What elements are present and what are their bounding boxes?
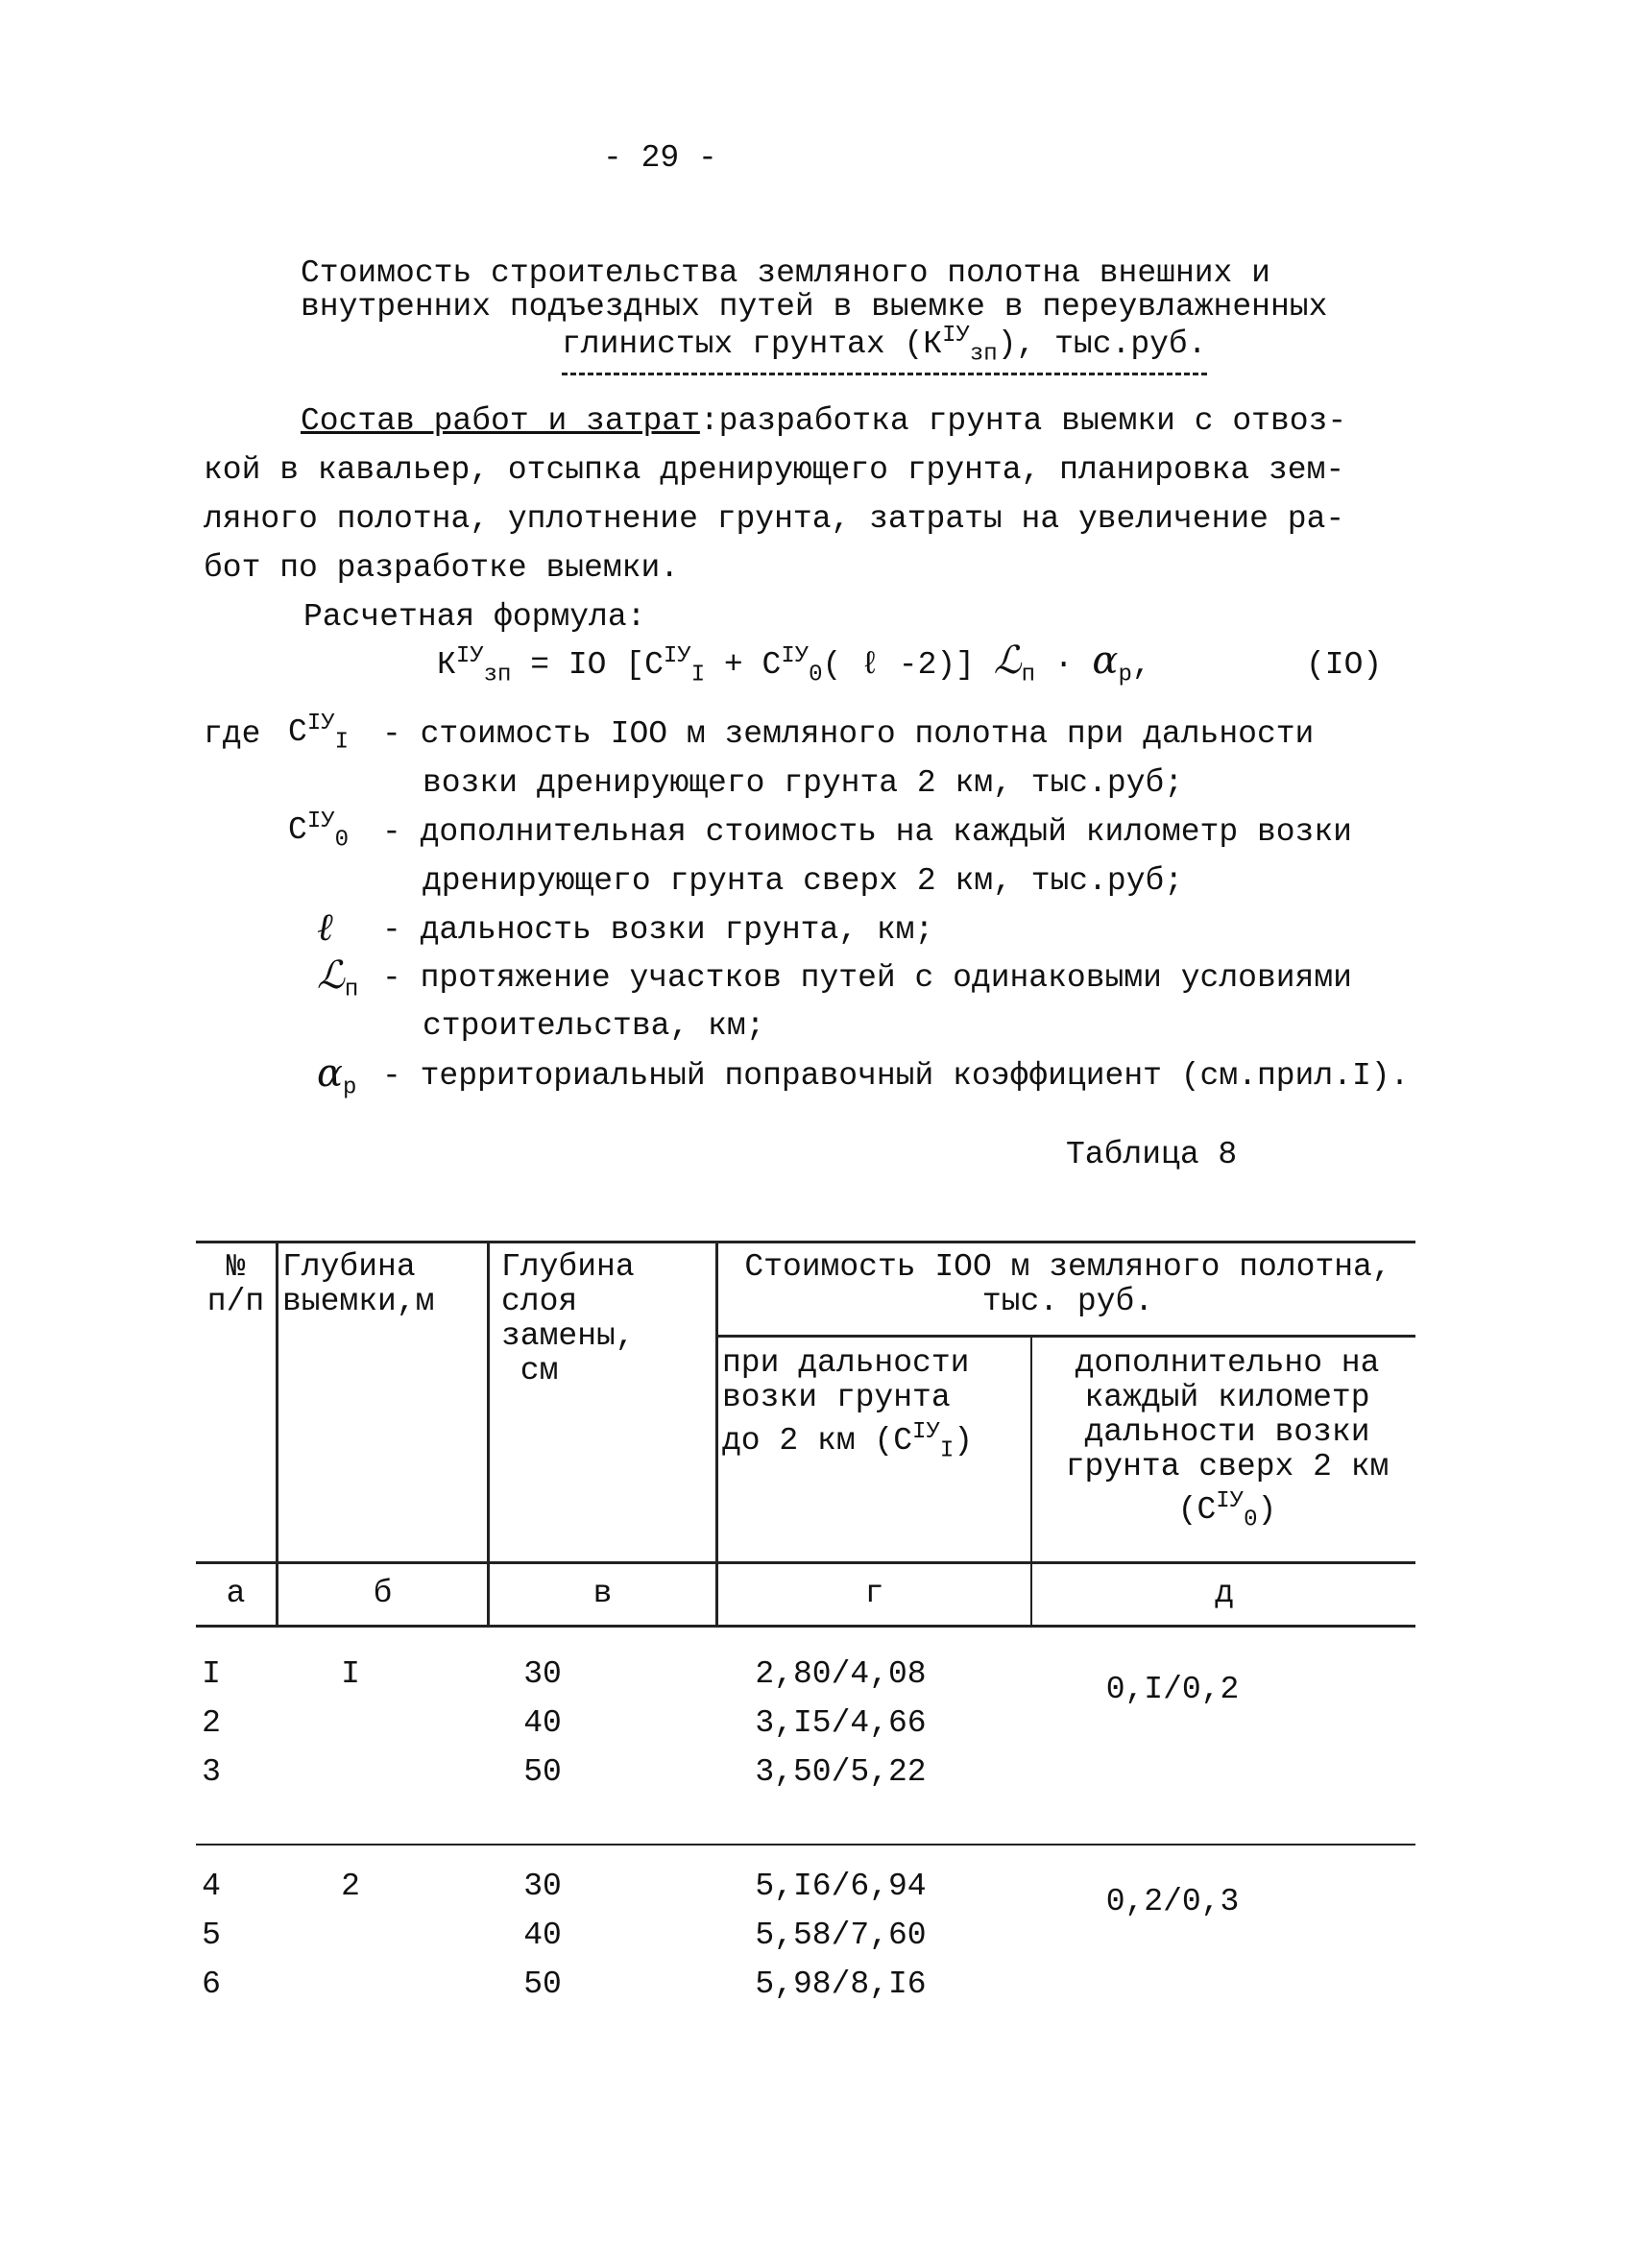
cell-cost-base: 5,I6/6,94 — [755, 1869, 927, 1904]
title-text: ), тыс.руб. — [997, 326, 1207, 362]
formula-number: (IO) — [1306, 647, 1383, 683]
table-rule — [715, 1241, 718, 1627]
table-caption: Таблица 8 — [1066, 1137, 1238, 1172]
header-cost-base — [722, 1346, 973, 1469]
table-rule — [196, 1561, 1415, 1564]
header-text: Глубина — [282, 1249, 416, 1285]
table-rule — [196, 1844, 1415, 1846]
definition-symbol — [317, 1051, 357, 1101]
title-line: Стоимость строительства земляного полотна внешних и — [301, 255, 1270, 291]
symbol-sup: IУ — [306, 808, 335, 834]
table-rule — [1030, 1335, 1032, 1627]
cell-cost-base: 5,58/7,60 — [755, 1918, 927, 1953]
formula-part: р — [1118, 662, 1132, 688]
header-text: п/п — [206, 1284, 265, 1319]
definition-symbol — [288, 712, 349, 755]
where-label: где — [204, 716, 261, 752]
header-text: каждый километр — [1084, 1380, 1370, 1415]
header-cost-extra — [1039, 1346, 1415, 1538]
header-cost — [720, 1250, 1415, 1319]
table-rule — [715, 1335, 1415, 1338]
header-sup: IУ — [1216, 1488, 1245, 1514]
definition-text: - дополнительная стоимость на каждый километр возки — [382, 814, 1352, 850]
header-text: Стоимость IOO м земляного полотна, — [744, 1249, 1391, 1285]
definition-symbol — [317, 905, 333, 950]
symbol-sup: IУ — [306, 711, 335, 736]
cell-num: 5 — [202, 1918, 221, 1953]
header-depth — [282, 1250, 434, 1319]
header-text: дальности возки — [1084, 1414, 1370, 1450]
formula-part: IУ — [455, 643, 484, 669]
formula-part: зп — [483, 662, 512, 688]
cell-num: 6 — [202, 1966, 221, 2002]
column-letter: г — [864, 1576, 884, 1611]
cell-num: 3 — [202, 1754, 221, 1790]
header-text: выемки,м — [282, 1284, 435, 1319]
table-rule — [487, 1241, 490, 1627]
symbol: ℓ — [317, 905, 333, 950]
header-num — [196, 1250, 276, 1319]
formula-part: ( ℓ -2)] — [822, 647, 994, 683]
cell-layer: 50 — [523, 1754, 562, 1790]
table-rule — [196, 1625, 1415, 1628]
column-letter: а — [226, 1576, 246, 1611]
page-number: - 29 - — [603, 140, 717, 176]
cell-cost-base: 3,50/5,22 — [755, 1754, 927, 1790]
definition-text: дренирующего грунта сверх 2 км, тыс.руб; — [423, 863, 1184, 899]
symbol-sub: I — [334, 729, 350, 756]
definition-text: - стоимость IOO м земляного полотна при дальности — [382, 716, 1315, 752]
definition-text: возки дренирующего грунта 2 км, тыс.руб; — [423, 765, 1184, 801]
header-layer — [501, 1250, 635, 1388]
column-letter: в — [592, 1576, 613, 1611]
header-text: см — [501, 1353, 559, 1388]
formula-part: К — [437, 647, 456, 683]
cell-layer: 50 — [523, 1966, 562, 2002]
formula-part: С — [644, 647, 664, 683]
cell-layer: 40 — [523, 1705, 562, 1741]
symbol: С — [288, 812, 307, 848]
header-sub: I — [939, 1437, 955, 1464]
composition-text: :разработка грунта выемки с отвоз- — [699, 403, 1347, 439]
header-text: ) — [1257, 1492, 1277, 1528]
column-letter: д — [1215, 1576, 1234, 1611]
cell-num: 2 — [202, 1705, 221, 1741]
definition-text: - территориальный поправочный коэффициент (см.прил.I). — [382, 1058, 1410, 1094]
table-rule — [196, 1241, 1415, 1243]
cell-cost-base: 3,I5/4,66 — [755, 1705, 927, 1741]
symbol: ℒ — [317, 953, 345, 998]
definition-text: - дальность возки грунта, км; — [382, 912, 934, 948]
header-sub: 0 — [1244, 1507, 1258, 1533]
formula-part: , — [1131, 647, 1151, 683]
composition-text: бот по разработке выемки. — [204, 550, 680, 586]
header-text: № — [226, 1249, 246, 1285]
symbol: С — [288, 714, 307, 750]
formula-part: α — [1092, 639, 1119, 683]
cell-depth: I — [341, 1656, 360, 1692]
definition-symbol — [317, 953, 359, 1003]
formula-part: С — [762, 647, 782, 683]
cell-depth: 2 — [341, 1869, 360, 1904]
header-text: (С — [1177, 1492, 1217, 1528]
title-line — [562, 325, 1207, 375]
formula-label: Расчетная формула: — [303, 599, 646, 635]
formula-part: IУ — [781, 643, 810, 669]
header-text: дополнительно на — [1075, 1345, 1380, 1381]
cell-num: I — [202, 1656, 221, 1692]
definition-text: - протяжение участков путей с одинаковыми условиями — [382, 960, 1352, 996]
title-text: глинистых грунтах (К — [562, 326, 943, 362]
definition-symbol — [288, 810, 349, 853]
column-letter: б — [373, 1576, 393, 1611]
formula-part: п — [1021, 662, 1035, 688]
cell-layer: 30 — [523, 1656, 562, 1692]
header-text: ) — [954, 1423, 974, 1459]
definition-text: строительства, км; — [423, 1008, 765, 1044]
symbol-sub: п — [344, 977, 359, 1003]
cell-cost-extra: 0,2/0,3 — [1105, 1884, 1240, 1919]
formula — [437, 641, 1151, 688]
header-sup: IУ — [912, 1419, 940, 1445]
header-text: тыс. руб. — [981, 1284, 1154, 1319]
symbol-sub: 0 — [334, 827, 350, 854]
cell-cost-base: 2,80/4,08 — [755, 1656, 927, 1692]
header-text: грунта сверх 2 км — [1065, 1449, 1390, 1484]
title-sup: IУ — [942, 323, 970, 349]
formula-part: IУ — [663, 643, 691, 669]
cell-layer: 30 — [523, 1869, 562, 1904]
formula-part: 0 — [809, 662, 823, 688]
header-text: при дальности — [722, 1345, 970, 1381]
formula-part: = IO [ — [511, 647, 645, 683]
composition-text: ляного полотна, уплотнение грунта, затраты на увеличение ра- — [204, 501, 1345, 537]
formula-part: · — [1035, 647, 1093, 683]
header-text: слоя — [501, 1284, 578, 1319]
cell-cost-base: 5,98/8,I6 — [755, 1966, 927, 2002]
cell-cost-extra: 0,I/0,2 — [1105, 1672, 1240, 1707]
formula-part: I — [690, 662, 706, 688]
header-text: возки грунта — [722, 1380, 951, 1415]
composition-label: Состав работ и затрат — [301, 403, 700, 439]
cell-layer: 40 — [523, 1918, 562, 1953]
header-text: замены, — [501, 1318, 635, 1354]
title-line: внутренних подъездных путей в выемке в переувлажненных — [301, 289, 1328, 325]
cell-num: 4 — [202, 1869, 221, 1904]
header-text: до 2 км (С — [722, 1423, 913, 1459]
symbol-sub: р — [343, 1074, 357, 1101]
formula-part: ℒ — [993, 639, 1022, 683]
title-sub: зп — [969, 341, 998, 368]
symbol: α — [317, 1051, 344, 1096]
table-rule — [276, 1241, 278, 1627]
formula-part: + — [705, 647, 762, 683]
composition-text: кой в кавальер, отсыпка дренирующего грунта, планировка зем- — [204, 452, 1345, 488]
header-text: Глубина — [501, 1249, 635, 1285]
